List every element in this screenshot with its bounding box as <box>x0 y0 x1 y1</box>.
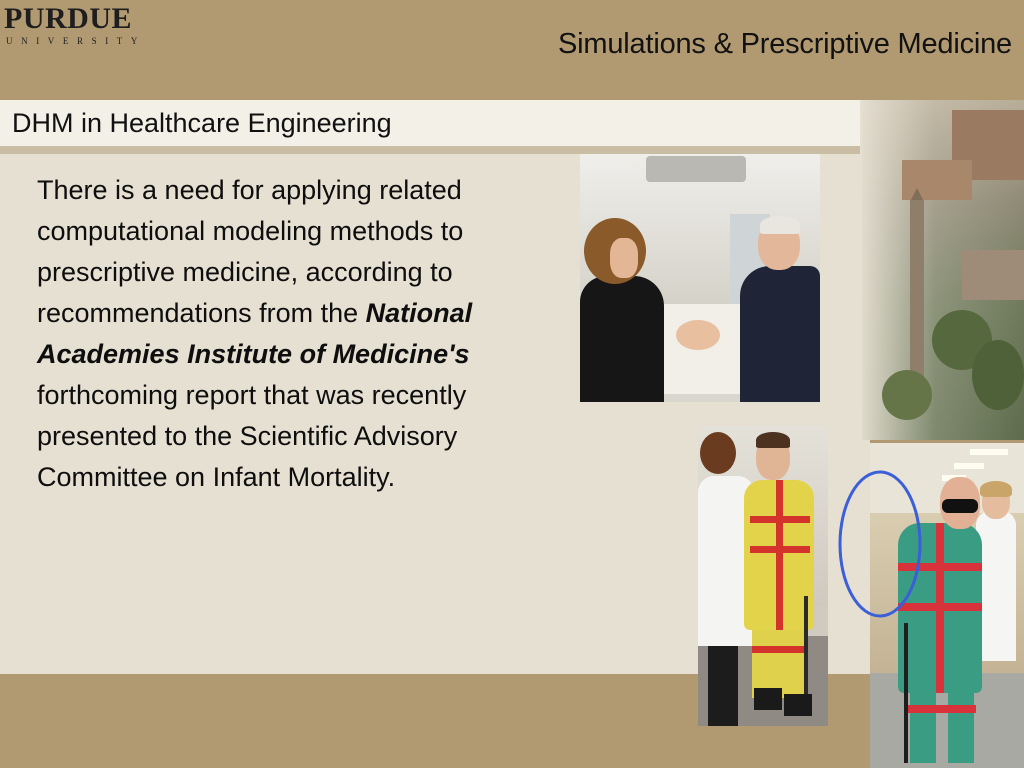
photo-person-legs <box>708 646 738 726</box>
photo-person-hair <box>700 432 736 474</box>
photo-aging-suit-green <box>870 443 1024 768</box>
campus-tree <box>882 370 932 420</box>
photo-lab-coat <box>976 511 1016 661</box>
photo-person-hair <box>760 216 800 234</box>
photo-suit-legs <box>752 622 808 698</box>
logo-subtext: UNIVERSITY <box>6 36 146 46</box>
campus-tree <box>972 340 1024 410</box>
photo-shoe <box>784 694 812 716</box>
photo-suit-strap <box>906 705 976 713</box>
photo-suit-legs <box>948 683 974 763</box>
photo-infant-simulator <box>580 154 820 402</box>
campus-photo <box>862 100 1024 440</box>
slide-header-title: Simulations & Prescriptive Medicine <box>558 28 1012 60</box>
logo-wordmark: PURDUE <box>4 2 132 35</box>
slide-subtitle: DHM in Healthcare Engineering <box>12 108 392 138</box>
body-text-emphasis: National Academies Institute of Medicine's <box>37 298 473 369</box>
body-text-outro: forthcoming report that was recently presented to the Scientific Advisory Committee on Infant Mortality. <box>37 380 467 492</box>
photo-ceiling-light <box>954 463 984 469</box>
subtitle-divider <box>0 146 860 154</box>
purdue-logo <box>4 2 154 50</box>
photo-suit-strap <box>936 523 944 693</box>
photo-suit-strap <box>776 480 783 630</box>
body-paragraph <box>37 170 507 498</box>
photo-person <box>740 266 820 402</box>
bell-tower <box>910 200 924 380</box>
campus-building <box>962 250 1024 300</box>
photo-shoe <box>754 688 782 710</box>
photo-person <box>580 276 664 402</box>
photo-aging-suit-yellow <box>698 426 828 726</box>
header-band <box>0 0 1024 100</box>
photo-person-face <box>610 238 638 278</box>
photo-infant-manikin <box>676 320 720 350</box>
photo-ceiling-light <box>970 449 1008 455</box>
body-text-intro: There is a need for applying related computational modeling methods to prescriptive medicine, according to recommendations from the <box>37 175 464 328</box>
photo-warmer-lamp <box>646 156 746 182</box>
photo-goggles <box>942 499 978 513</box>
photo-cane <box>904 623 908 763</box>
photo-person-hair <box>980 481 1012 497</box>
photo-person-hair <box>756 432 790 448</box>
photo-suit-strap <box>752 646 808 653</box>
photo-suit-legs <box>910 683 936 763</box>
